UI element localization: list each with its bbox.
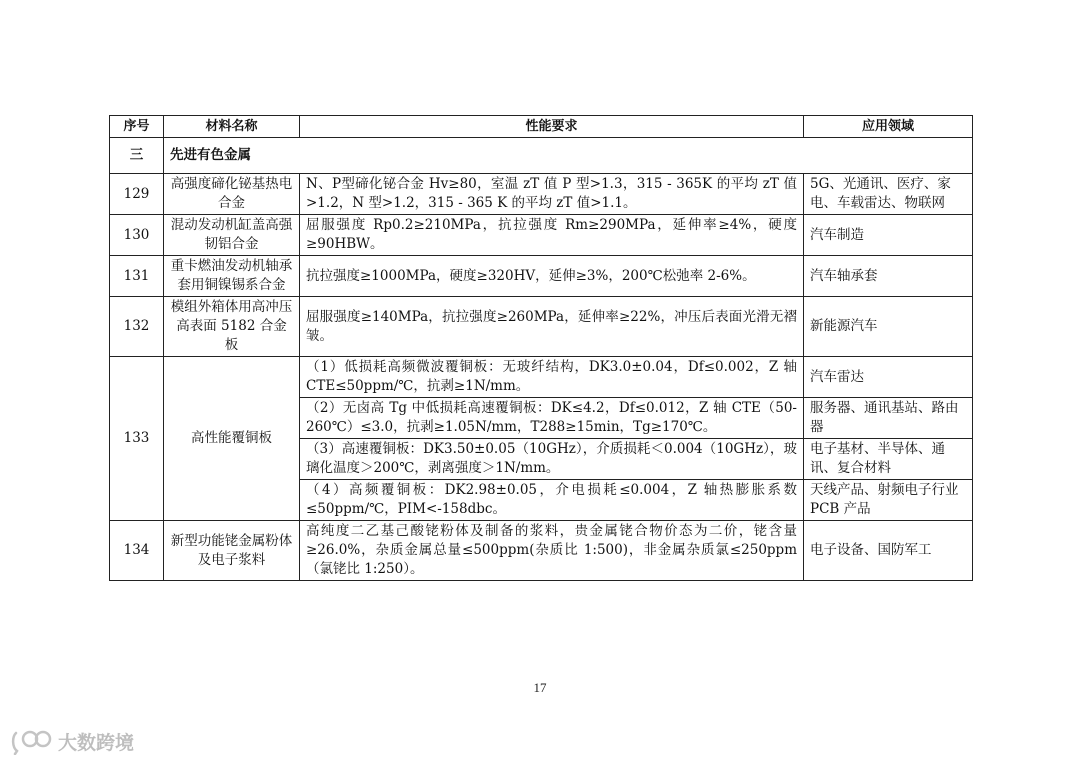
row-perf: 高纯度二乙基己酸铑粉体及制备的浆料，贵金属铑合物价态为二价，铑含量≥26.0%，杂质金属总量≤500ppm(杂质比 1:500)，非金属杂质氯≤250ppm（氯铑比 1:250）。 — [300, 521, 804, 581]
header-perf: 性能要求 — [300, 116, 804, 138]
row-perf: N、P型碲化铋合金 Hv≥80，室温 zT 值 P 型>1.3，315 - 365K 的平均 zT 值>1.2，N 型>1.2，315 - 365 K 的平均 zT 值>1.1。 — [300, 174, 804, 215]
row-name: 模组外箱体用高冲压高表面 5182 合金板 — [164, 297, 300, 357]
section-title: 先进有色金属 — [164, 138, 973, 174]
row-name: 高强度碲化铋基热电合金 — [164, 174, 300, 215]
row-perf-sub: （2）无卤高 Tg 中低损耗高速覆铜板：DK≤4.2，Df≤0.012，Z 轴 CTE（50-260℃）≤3.0，抗剥≥1.05N/mm，T288≥15min，Tg≥170℃。 — [300, 398, 804, 439]
header-no: 序号 — [110, 116, 164, 138]
row-app: 汽车轴承套 — [804, 256, 973, 297]
row-perf-sub: （3）高速覆铜板：DK3.50±0.05（10GHz），介质损耗＜0.004（10GHz），玻璃化温度＞200℃，剥离强度＞1N/mm。 — [300, 439, 804, 480]
row-no: 132 — [110, 297, 164, 357]
row-no: 131 — [110, 256, 164, 297]
watermark-text: 大数跨境 — [58, 732, 135, 754]
row-name: 重卡燃油发动机轴承套用铜镍锡系合金 — [164, 256, 300, 297]
row-perf-sub: （1）低损耗高频微波覆铜板：无玻纤结构，DK3.0±0.04，Df≤0.002，Z 轴 CTE≤50ppm/℃，抗剥≥1N/mm。 — [300, 357, 804, 398]
row-app: 电子设备、国防军工 — [804, 521, 973, 581]
table-header-row — [110, 116, 973, 138]
table-row — [110, 256, 973, 297]
row-app: 5G、光通讯、医疗、家电、车载雷达、物联网 — [804, 174, 973, 215]
row-perf: 抗拉强度≥1000MPa，硬度≥320HV，延伸≥3%，200℃松弛率 2-6%。 — [300, 256, 804, 297]
row-app: 汽车制造 — [804, 215, 973, 256]
row-no: 134 — [110, 521, 164, 581]
table-row — [110, 215, 973, 256]
table-row — [110, 174, 973, 215]
row-no: 129 — [110, 174, 164, 215]
materials-table — [109, 115, 973, 581]
row-no: 133 — [110, 357, 164, 521]
header-app: 应用领域 — [804, 116, 973, 138]
table-row — [110, 297, 973, 357]
row-app-sub: 服务器、通讯基站、路由器 — [804, 398, 973, 439]
table-row — [110, 521, 973, 581]
section-row — [110, 138, 973, 174]
page-number: 17 — [533, 680, 547, 695]
row-perf: 屈服强度 Rp0.2≥210MPa，抗拉强度 Rm≥290MPa，延伸率≥4%，硬度≥90HBW。 — [300, 215, 804, 256]
row-app: 新能源汽车 — [804, 297, 973, 357]
row-app-sub: 汽车雷达 — [804, 357, 973, 398]
table-row — [110, 357, 973, 398]
row-name: 混动发动机缸盖高强韧铝合金 — [164, 215, 300, 256]
section-no: 三 — [110, 138, 164, 174]
watermark — [10, 728, 134, 755]
row-app-sub: 电子基材、半导体、通讯、复合材料 — [804, 439, 973, 480]
header-name: 材料名称 — [164, 116, 300, 138]
row-no: 130 — [110, 215, 164, 256]
row-perf-sub: （4）高频覆铜板：DK2.98±0.05，介电损耗≤0.004，Z 轴热膨胀系数≤50ppm/℃，PIM<-158dbc。 — [300, 480, 804, 521]
row-perf: 屈服强度≥140MPa，抗拉强度≥260MPa，延伸率≥22%，冲压后表面光滑无褶皱。 — [300, 297, 804, 357]
chat-bubble-logo-icon — [10, 729, 54, 755]
row-name: 高性能覆铜板 — [164, 357, 300, 521]
row-app-sub: 天线产品、射频电子行业 PCB 产品 — [804, 480, 973, 521]
row-name: 新型功能铑金属粉体及电子浆料 — [164, 521, 300, 581]
